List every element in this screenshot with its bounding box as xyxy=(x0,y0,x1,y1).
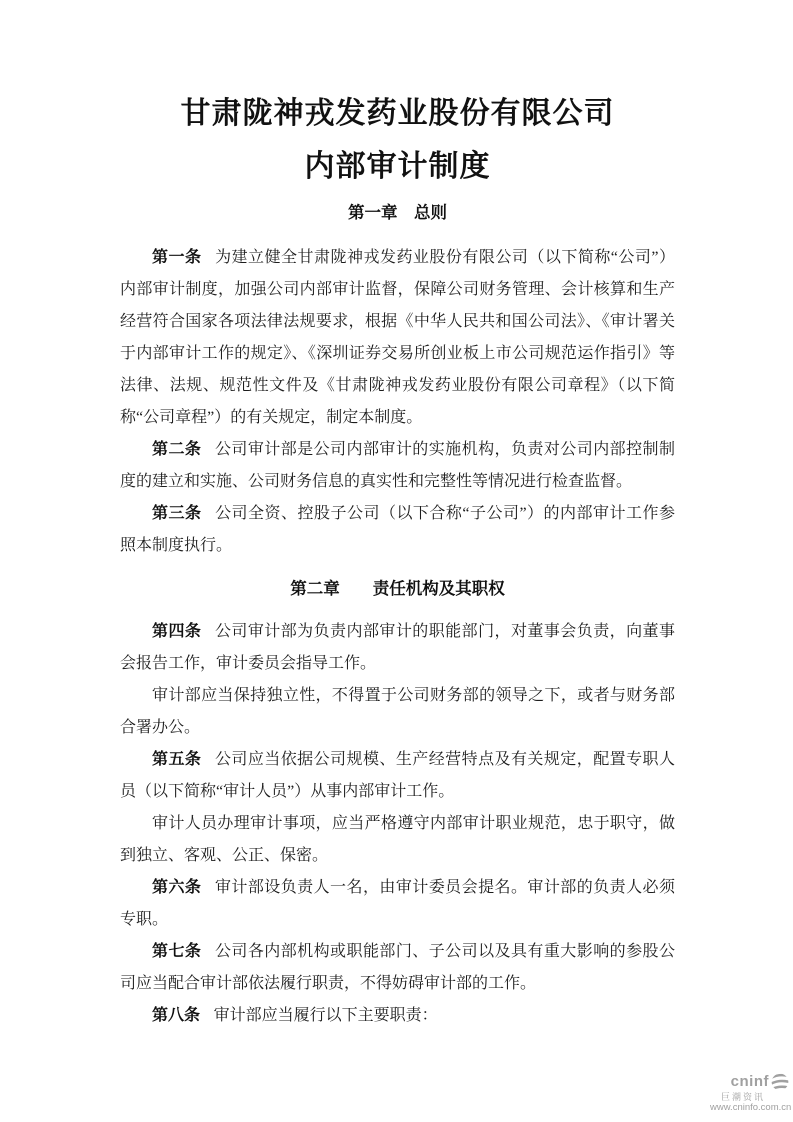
article-4-continuation xyxy=(120,680,675,744)
article-8-label: 第八条 xyxy=(152,1007,201,1024)
article-4-continuation-text: 审计部应当保持独立性，不得置于公司财务部的领导之下，或者与财务部合署办公。 xyxy=(120,687,675,736)
article-1-label: 第一条 xyxy=(152,249,202,266)
cninfo-watermark xyxy=(710,1072,790,1113)
article-5-text: 公司应当依据公司规模、生产经营特点及有关规定，配置专职人员（以下简称“审计人员”）从事内部审计工作。 xyxy=(120,751,675,800)
article-3 xyxy=(120,498,675,562)
cninfo-swirl-icon xyxy=(770,1072,790,1092)
article-4 xyxy=(120,616,675,680)
chapter-2-body xyxy=(120,616,675,1032)
article-1-text: 为建立健全甘肃陇神戎发药业股份有限公司（以下简称“公司”）内部审计制度，加强公司内部审计监督，保障公司财务管理、会计核算和生产经营符合国家各项法律法规要求，根据《中华人民共和国公司法》、《审计署关于内部审计工作的规定》、《深圳证券交易所创业板上市公司规范运作指引》等法律、法规、规范性文件及《甘肃陇神戎发药业股份有限公司章程》（以下简称“公司章程”）的有关规定，制定本制度。 xyxy=(120,249,675,426)
article-8-text: 审计部应当履行以下主要职责： xyxy=(213,1007,438,1024)
article-8 xyxy=(120,1000,675,1032)
article-5-continuation-text: 审计人员办理审计事项，应当严格遵守内部审计职业规范，忠于职守，做到独立、客观、公正、保密。 xyxy=(120,815,675,864)
cninfo-logo-text: cninf xyxy=(730,1073,769,1090)
cninfo-url: www.cninfo.com.cn xyxy=(710,1102,792,1113)
article-4-text: 公司审计部为负责内部审计的职能部门，对董事会负责，向董事会报告工作，审计委员会指导工作。 xyxy=(120,623,675,672)
article-4-label: 第四条 xyxy=(152,623,202,640)
cninfo-chinese-name: 巨潮资讯 xyxy=(720,1092,765,1102)
document-title: 内部审计制度 xyxy=(304,150,491,183)
article-7 xyxy=(120,936,675,1000)
company-title: 甘肃陇神戎发药业股份有限公司 xyxy=(180,97,615,130)
article-7-text: 公司各内部机构或职能部门、子公司以及具有重大影响的参股公司应当配合审计部依法履行职责，不得妨碍审计部的工作。 xyxy=(120,943,675,992)
article-2-text: 公司审计部是公司内部审计的实施机构，负责对公司内部控制制度的建立和实施、公司财务信息的真实性和完整性等情况进行检查监督。 xyxy=(120,441,675,490)
article-1 xyxy=(120,242,675,434)
article-2 xyxy=(120,434,675,498)
article-3-text: 公司全资、控股子公司（以下合称“子公司”）的内部审计工作参照本制度执行。 xyxy=(120,505,675,554)
chapter-1-body xyxy=(120,242,675,562)
article-6-label: 第六条 xyxy=(152,879,202,896)
article-6 xyxy=(120,872,675,936)
chapter-2-heading: 第二章 责任机构及其职权 xyxy=(290,580,505,598)
article-7-label: 第七条 xyxy=(152,943,202,960)
article-5-continuation xyxy=(120,808,675,872)
article-6-text: 审计部设负责人一名，由审计委员会提名。审计部的负责人必须专职。 xyxy=(120,879,675,928)
article-3-label: 第三条 xyxy=(152,505,202,522)
article-5-label: 第五条 xyxy=(152,751,202,768)
article-5 xyxy=(120,744,675,808)
cninfo-logo-row xyxy=(710,1072,790,1092)
article-2-label: 第二条 xyxy=(152,441,202,458)
chapter-1-heading: 第一章 总则 xyxy=(348,204,447,222)
